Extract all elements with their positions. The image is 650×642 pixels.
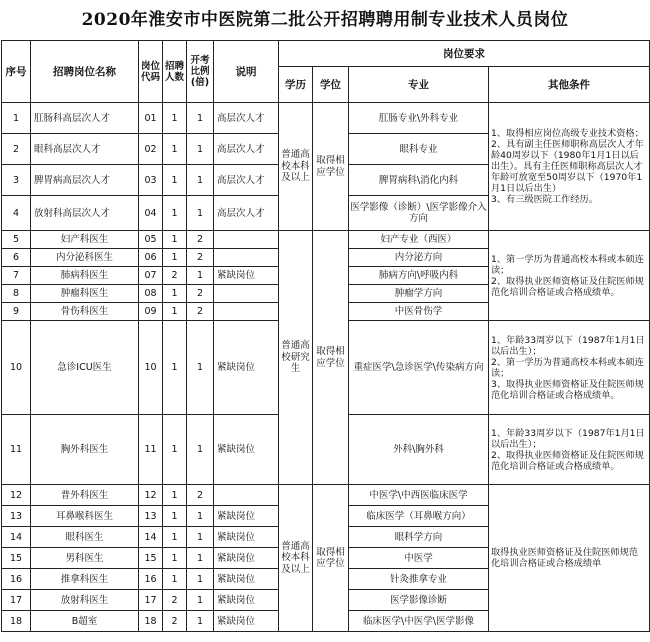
cell-major: 重症医学\急诊医学\传染病方向 (349, 321, 489, 415)
header-seq: 序号 (2, 41, 31, 103)
table-row (2, 485, 650, 506)
cell-note: 高层次人才 (214, 134, 279, 165)
cell-ratio: 1 (187, 611, 214, 632)
cell-seq: 14 (2, 527, 31, 548)
cell-seq: 1 (2, 103, 31, 134)
cell-major: 针灸推拿专业 (349, 569, 489, 590)
cell-ratio: 1 (187, 506, 214, 527)
cell-post-name: 胸外科医生 (31, 415, 139, 485)
cell-num: 1 (163, 321, 187, 415)
cell-seq: 9 (2, 303, 31, 321)
cell-conditions: 1、取得相应岗位高级专业技术资格； 2、具有副主任医师职称高层次人才年龄40周岁以下（1980年1月1日以后出生）。具有主任医师职称高层次人才年龄可放宽至50周岁以下（1970年1月1日以后出生） 3、有三级医院工作经历。 (489, 103, 650, 231)
cell-ratio: 1 (187, 196, 214, 231)
cell-note: 高层次人才 (214, 165, 279, 196)
cell-ratio: 1 (187, 134, 214, 165)
cell-edu: 普通高校本科及以上 (279, 103, 313, 231)
cell-note: 紧缺岗位 (214, 506, 279, 527)
cell-degree: 取得相应学位 (313, 103, 349, 231)
header-major: 专业 (349, 67, 489, 103)
cell-note: 紧缺岗位 (214, 611, 279, 632)
cell-num: 1 (163, 249, 187, 267)
cell-code: 11 (139, 415, 163, 485)
cell-seq: 2 (2, 134, 31, 165)
cell-edu: 普通高校研究生 (279, 231, 313, 485)
cell-num: 1 (163, 231, 187, 249)
cell-major: 外科\胸外科 (349, 415, 489, 485)
cell-ratio: 1 (187, 527, 214, 548)
cell-code: 18 (139, 611, 163, 632)
cell-num: 1 (163, 506, 187, 527)
cell-post-name: B超室 (31, 611, 139, 632)
cell-note (214, 231, 279, 249)
header-requirements: 岗位要求 (279, 41, 650, 67)
cell-num: 1 (163, 548, 187, 569)
cell-post-name: 骨伤科医生 (31, 303, 139, 321)
cell-ratio: 2 (187, 303, 214, 321)
header-degree: 学位 (313, 67, 349, 103)
cell-num: 1 (163, 415, 187, 485)
cell-post-name: 急诊ICU医生 (31, 321, 139, 415)
cell-note: 紧缺岗位 (214, 548, 279, 569)
cell-degree: 取得相应学位 (313, 231, 349, 485)
cell-major: 肛肠专业\外科专业 (349, 103, 489, 134)
cell-post-name: 肺病科医生 (31, 267, 139, 285)
cell-conditions: 1、第一学历为普通高校本科或本硕连读； 2、取得执业医师资格证及住院医师规范化培训合格证或合格成绩单。 (489, 231, 650, 321)
cell-num: 2 (163, 611, 187, 632)
cell-seq: 12 (2, 485, 31, 506)
cell-seq: 5 (2, 231, 31, 249)
cell-note: 高层次人才 (214, 196, 279, 231)
cell-seq: 17 (2, 590, 31, 611)
cell-ratio: 2 (187, 249, 214, 267)
cell-post-name: 脾胃病高层次人才 (31, 165, 139, 196)
header-other: 其他条件 (489, 67, 650, 103)
cell-post-name: 耳鼻喉科医生 (31, 506, 139, 527)
cell-code: 10 (139, 321, 163, 415)
cell-post-name: 肛肠科高层次人才 (31, 103, 139, 134)
cell-major: 医学影像诊断 (349, 590, 489, 611)
cell-ratio: 1 (187, 548, 214, 569)
cell-code: 04 (139, 196, 163, 231)
cell-seq: 11 (2, 415, 31, 485)
header-post-code: 岗位代码 (139, 41, 163, 103)
cell-major: 医学影像（诊断）\医学影像介入方向 (349, 196, 489, 231)
cell-code: 06 (139, 249, 163, 267)
cell-seq: 3 (2, 165, 31, 196)
cell-post-name: 普外科医生 (31, 485, 139, 506)
cell-post-name: 男科医生 (31, 548, 139, 569)
cell-ratio: 1 (187, 590, 214, 611)
cell-post-name: 推拿科医生 (31, 569, 139, 590)
cell-note: 紧缺岗位 (214, 415, 279, 485)
cell-note: 紧缺岗位 (214, 267, 279, 285)
cell-num: 1 (163, 103, 187, 134)
cell-major: 中医骨伤学 (349, 303, 489, 321)
cell-seq: 15 (2, 548, 31, 569)
cell-major: 脾胃病科\消化内科 (349, 165, 489, 196)
header-count: 招聘人数 (163, 41, 187, 103)
cell-seq: 18 (2, 611, 31, 632)
cell-major: 肿瘤学方向 (349, 285, 489, 303)
cell-note: 紧缺岗位 (214, 590, 279, 611)
cell-code: 13 (139, 506, 163, 527)
cell-num: 1 (163, 134, 187, 165)
page-title: 2020年淮安市中医院第二批公开招聘聘用制专业技术人员岗位 (81, 10, 569, 30)
cell-note: 紧缺岗位 (214, 321, 279, 415)
cell-note: 紧缺岗位 (214, 527, 279, 548)
cell-num: 1 (163, 485, 187, 506)
cell-post-name: 妇产科医生 (31, 231, 139, 249)
cell-code: 16 (139, 569, 163, 590)
cell-num: 1 (163, 569, 187, 590)
cell-code: 01 (139, 103, 163, 134)
cell-ratio: 1 (187, 569, 214, 590)
cell-seq: 16 (2, 569, 31, 590)
header-note: 说明 (214, 41, 279, 103)
cell-code: 02 (139, 134, 163, 165)
cell-note: 紧缺岗位 (214, 569, 279, 590)
job-table (1, 40, 650, 632)
cell-post-name: 眼科高层次人才 (31, 134, 139, 165)
cell-conditions: 取得执业医师资格证及住院医师规范化培训合格证或合格成绩单 (489, 485, 650, 632)
cell-num: 1 (163, 527, 187, 548)
table-row (2, 231, 650, 249)
cell-note (214, 303, 279, 321)
cell-major: 妇产专业（西医） (349, 231, 489, 249)
cell-num: 1 (163, 196, 187, 231)
cell-conditions: 1、年龄33周岁以下（1987年1月1日以后出生）； 2、取得执业医师资格证及住院医师规范化培训合格证或合格成绩单。 (489, 415, 650, 485)
cell-code: 03 (139, 165, 163, 196)
cell-num: 2 (163, 590, 187, 611)
cell-seq: 7 (2, 267, 31, 285)
cell-code: 15 (139, 548, 163, 569)
cell-num: 1 (163, 285, 187, 303)
cell-major: 中医学 (349, 548, 489, 569)
cell-ratio: 1 (187, 321, 214, 415)
cell-code: 17 (139, 590, 163, 611)
cell-note (214, 249, 279, 267)
cell-code: 05 (139, 231, 163, 249)
cell-edu: 普通高校本科及以上 (279, 485, 313, 632)
cell-seq: 13 (2, 506, 31, 527)
cell-num: 2 (163, 267, 187, 285)
cell-post-name: 内分泌科医生 (31, 249, 139, 267)
cell-seq: 4 (2, 196, 31, 231)
table-row (2, 103, 650, 134)
cell-note (214, 485, 279, 506)
cell-post-name: 放射科医生 (31, 590, 139, 611)
cell-conditions: 1、年龄33周岁以下（1987年1月1日以后出生）； 2、第一学历为普通高校本科或本硕连读； 3、取得执业医师资格证及住院医师规范化培训合格证或合格成绩单。 (489, 321, 650, 415)
cell-note: 高层次人才 (214, 103, 279, 134)
cell-major: 临床医学\中医学\医学影像 (349, 611, 489, 632)
cell-code: 12 (139, 485, 163, 506)
cell-seq: 10 (2, 321, 31, 415)
cell-ratio: 2 (187, 485, 214, 506)
cell-code: 09 (139, 303, 163, 321)
cell-code: 07 (139, 267, 163, 285)
cell-note (214, 285, 279, 303)
cell-ratio: 1 (187, 165, 214, 196)
cell-major: 眼科学方向 (349, 527, 489, 548)
cell-major: 眼科专业 (349, 134, 489, 165)
cell-post-name: 放射科高层次人才 (31, 196, 139, 231)
cell-post-name: 眼科医生 (31, 527, 139, 548)
cell-seq: 6 (2, 249, 31, 267)
cell-major: 内分泌方向 (349, 249, 489, 267)
cell-code: 08 (139, 285, 163, 303)
cell-seq: 8 (2, 285, 31, 303)
cell-major: 肺病方向\呼吸内科 (349, 267, 489, 285)
header-post-name: 招聘岗位名称 (31, 41, 139, 103)
cell-ratio: 2 (187, 231, 214, 249)
cell-code: 14 (139, 527, 163, 548)
header-ratio: 开考比例(倍) (187, 41, 214, 103)
cell-post-name: 肿瘤科医生 (31, 285, 139, 303)
cell-ratio: 1 (187, 267, 214, 285)
cell-ratio: 1 (187, 103, 214, 134)
cell-degree: 取得相应学位 (313, 485, 349, 632)
header-edu: 学历 (279, 67, 313, 103)
cell-ratio: 1 (187, 415, 214, 485)
cell-major: 临床医学（耳鼻喉方向） (349, 506, 489, 527)
cell-ratio: 2 (187, 285, 214, 303)
cell-major: 中医学\中西医临床医学 (349, 485, 489, 506)
cell-num: 1 (163, 165, 187, 196)
cell-num: 1 (163, 303, 187, 321)
